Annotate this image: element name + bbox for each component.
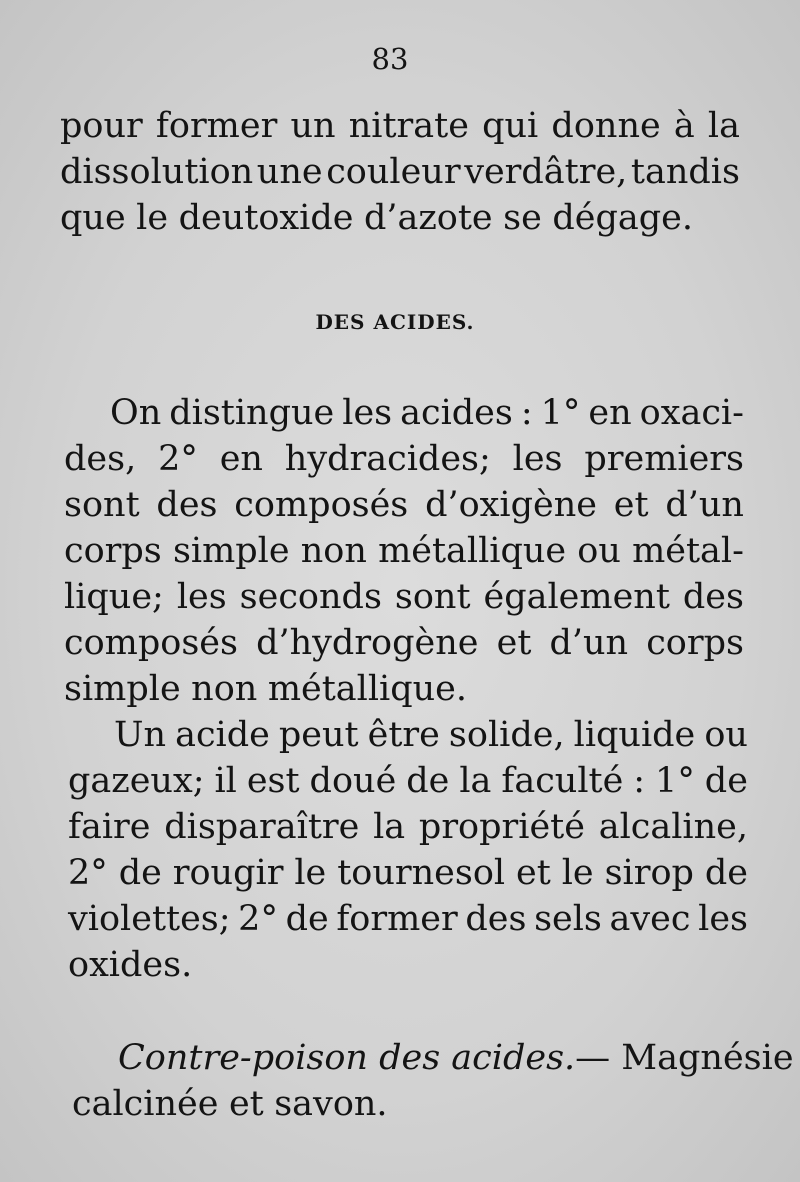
section-heading: DES ACIDES.	[315, 310, 475, 334]
text-line	[72, 1035, 794, 1081]
text-line: composés d’hydrogène et d’un corps	[64, 623, 744, 663]
text-line: lique; les seconds sont également des	[64, 577, 744, 617]
text-line: oxides.	[68, 945, 193, 985]
paragraph-3	[72, 1035, 794, 1127]
text-line: dissolution une couleur verdâtre, tandis	[60, 152, 740, 192]
text-line: Un acide peut être solide, liquide ou	[114, 715, 748, 755]
text-line: simple non métallique.	[64, 669, 468, 709]
paragraph-top	[60, 103, 740, 241]
text-line: corps simple non métallique ou métal-	[64, 531, 744, 571]
antidote-text: — Magnésie	[575, 1038, 794, 1078]
text-line: calcinée et savon.	[72, 1084, 388, 1124]
text-line: faire disparaître la propriété alcaline,	[68, 807, 748, 847]
text-line: violettes; 2° de former des sels avec les	[68, 899, 748, 939]
text-line: des, 2° en hydracides; les premiers	[64, 439, 744, 479]
text-line: sont des composés d’oxigène et d’un	[64, 485, 744, 525]
antidote-label: Contre-poison des acides.	[118, 1038, 576, 1078]
text-line: pour former un nitrate qui donne à la	[60, 106, 740, 146]
page-number: 83	[371, 42, 409, 76]
paragraph-1	[64, 390, 744, 712]
paragraph-2	[68, 712, 748, 988]
text-line: que le deutoxide d’azote se dégage.	[60, 198, 693, 238]
text-line: 2° de rougir le tournesol et le sirop de	[68, 853, 748, 893]
text-line: gazeux; il est doué de la faculté : 1° de	[68, 761, 748, 801]
text-line: On distingue les acides : 1° en oxaci-	[110, 393, 744, 433]
